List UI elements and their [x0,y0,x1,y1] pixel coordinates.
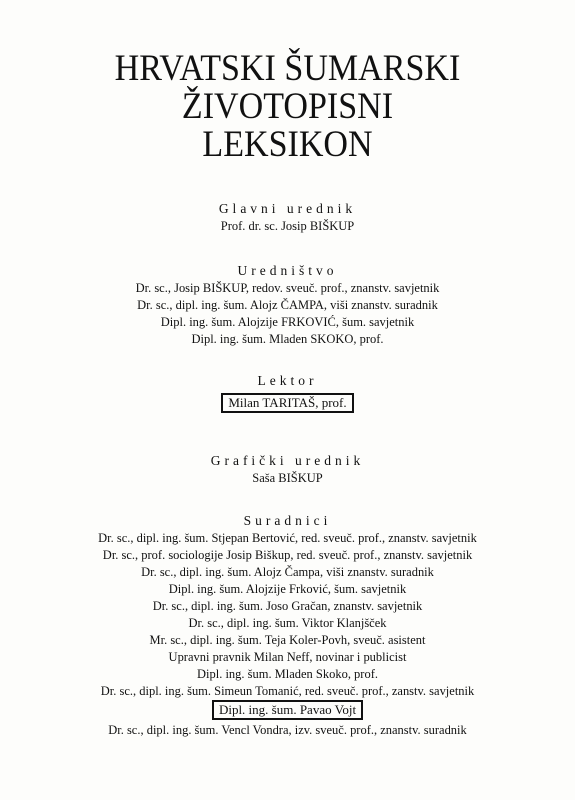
contributor-item: Dr. sc., dipl. ing. šum. Simeun Tomanić, red. sveuč. prof., zanstv. savjetnik [100,683,475,698]
graphic-editor-name: Saša BIŠKUP [252,470,323,485]
proofreader-name-boxed: Milan TARITAŠ, prof. [221,393,353,413]
contributors-heading: Suradnici [243,513,332,528]
contributor-item: Dipl. ing. šum. Mladen Skoko, prof. [197,666,378,681]
contributor-item: Dipl. ing. šum. Alojzije Frković, šum. savjetnik [168,581,407,596]
editorial-board-member: Dr. sc., dipl. ing. šum. Alojz ČAMPA, viši znanstv. suradnik [137,297,438,312]
graphic-editor-heading: Grafički urednik [210,453,365,468]
graphic-editor-section [0,452,575,486]
editorial-board-heading: Uredništvo [237,263,338,278]
title-line-3: LEKSIKON [202,124,373,165]
title-line-2: ŽIVOTOPISNI [181,86,394,127]
proofreader-heading: Lektor [257,373,318,388]
contributor-item: Dr. sc., dipl. ing. šum. Viktor Klanjšček [188,615,387,630]
contributor-item: Dr. sc., dipl. ing. šum. Joso Gračan, znanstv. savjetnik [152,598,423,613]
editorial-board-member: Dipl. ing. šum. Mladen SKOKO, prof. [191,331,384,346]
proofreader-section [0,372,575,413]
contributors-section [0,512,575,738]
contributor-item: Dr. sc., prof. sociologije Josip Biškup, red. sveuč. prof., znanstv. savjetnik [102,547,473,562]
contributor-item: Dr. sc., dipl. ing. šum. Stjepan Bertović, red. sveuč. prof., znanstv. savjetnik [98,530,477,545]
page-title [0,50,575,164]
contributor-item-boxed: Dipl. ing. šum. Pavao Vojt [212,700,363,720]
editorial-board-member: Dipl. ing. šum. Alojzije FRKOVIĆ, šum. savjetnik [160,314,415,329]
editorial-board-section [0,262,575,347]
contributor-item: Dr. sc., dipl. ing. šum. Alojz Čampa, viši znanstv. suradnik [141,564,434,579]
chief-editor-heading: Glavni urednik [218,201,357,216]
contributor-item: Upravni pravnik Milan Neff, novinar i publicist [168,649,407,664]
chief-editor-name: Prof. dr. sc. Josip BIŠKUP [220,218,355,233]
contributor-item: Mr. sc., dipl. ing. šum. Teja Koler-Povh, sveuč. asistent [149,632,426,647]
contributor-item: Dr. sc., dipl. ing. šum. Vencl Vondra, izv. sveuč. prof., znanstv. suradnik [108,722,467,737]
editorial-board-member: Dr. sc., Josip BIŠKUP, redov. sveuč. prof., znanstv. savjetnik [135,280,440,295]
title-line-1: HRVATSKI ŠUMARSKI [114,48,461,89]
chief-editor-section [0,200,575,234]
